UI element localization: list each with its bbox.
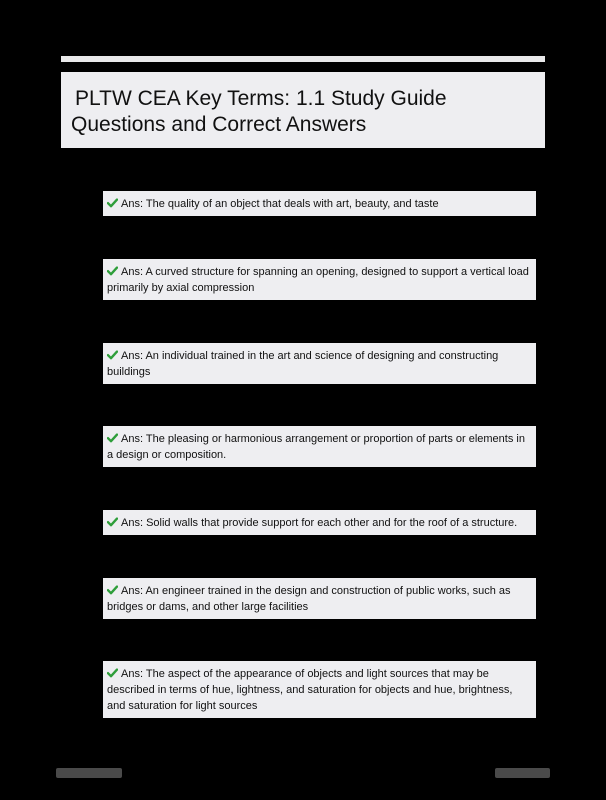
answer-text: Ans: An engineer trained in the design and construction of public works, such as bridges or dams, and other large facilities (107, 585, 511, 613)
answer-box (103, 343, 536, 384)
footer-left-mark (56, 768, 122, 778)
answer-box (103, 510, 536, 535)
check-icon (107, 350, 118, 360)
check-icon (107, 433, 118, 443)
check-icon (107, 585, 118, 595)
check-icon (107, 668, 118, 678)
answer-box (103, 661, 536, 718)
footer-right-mark (495, 768, 550, 778)
title-line-2: Questions and Correct Answers (71, 113, 367, 136)
check-icon (107, 198, 118, 208)
answer-text: Ans: The quality of an object that deals with art, beauty, and taste (121, 198, 439, 210)
answer-box (103, 426, 536, 467)
title-box (61, 72, 545, 148)
answer-box (103, 578, 536, 619)
answer-text: Ans: The pleasing or harmonious arrangement or proportion of parts or elements in a design or composition. (107, 433, 525, 461)
answer-text: Ans: Solid walls that provide support for each other and for the roof of a structure. (121, 517, 518, 529)
answer-text: Ans: A curved structure for spanning an opening, designed to support a vertical load primarily by axial compression (107, 266, 529, 294)
page-title (71, 86, 535, 138)
header-divider (61, 56, 545, 62)
check-icon (107, 517, 118, 527)
answer-box (103, 259, 536, 300)
title-line-1: PLTW CEA Key Terms: 1.1 Study Guide (75, 87, 447, 110)
answer-text: Ans: An individual trained in the art and science of designing and constructing buildings (107, 350, 499, 378)
answer-box (103, 191, 536, 216)
answer-text: Ans: The aspect of the appearance of objects and light sources that may be described in terms of hue, lightness, and saturation for objects and hue, brightness, and saturation for light sources (107, 668, 513, 712)
check-icon (107, 266, 118, 276)
